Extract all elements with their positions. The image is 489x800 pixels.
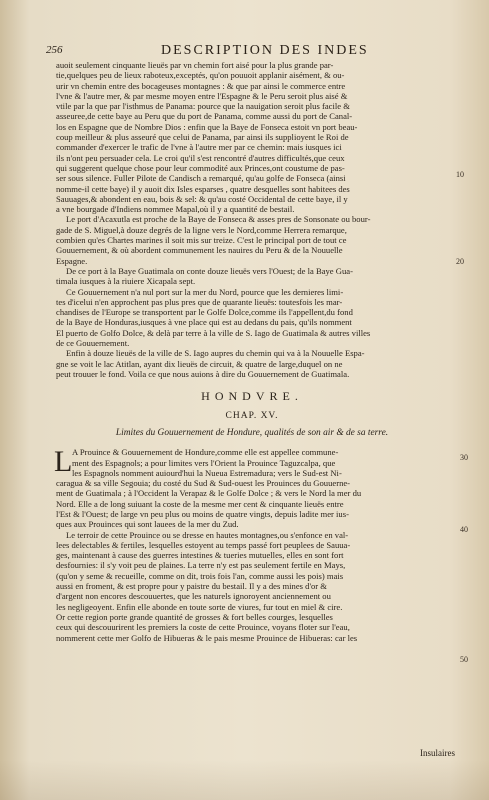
- text-line: les Espagnols nomment auiourd'hui la Nueua Estremadura; vers le Sud-est Ni-: [72, 467, 342, 478]
- text-line: gne se voit le lac Atitlan, ayant dix lieuës de circuit, & quatre de large,duquel on ne: [56, 358, 343, 369]
- text-line: Ce Gouuernement n'a nul port sur la mer du Nord, pource que les dernieres limi-: [66, 286, 344, 297]
- text-line: nomme-il cette baye) il y auoit dix Isles esparses , quatre desquelles sont habitees des: [56, 183, 350, 194]
- text-line: (qu'on y seme & recueille, comme on dit, trois fois l'an, comme aussi les pois) mais: [56, 570, 344, 581]
- text-line: commander d'exercer le trafic de l'vne à l'autre mer par ce chemin: mais iusques ici: [56, 142, 342, 153]
- margin-line-number: 30: [460, 453, 468, 462]
- running-title: DESCRIPTION DES INDES: [161, 43, 369, 58]
- drop-cap: L: [54, 445, 73, 479]
- text-line: los en Espagne que de Nombre Dios : enfin que la Baye de Fonseca estoit vn port beau-: [56, 121, 358, 132]
- text-line: auoit seulement cinquante lieuës par vn chemin fort aisé pour la plus grande par-: [56, 60, 334, 70]
- text-line: vtile par la que par l'isthmus de Panama: pource que la nauigation seroit plus facile &: [56, 101, 350, 112]
- paragraph-5: [56, 348, 448, 379]
- text-line: combien qu'es Chartes marines il soit mis sur treize. C'est le principal port de tout ce: [56, 235, 347, 246]
- text-line: les negligeoyent. Enfin elle abonde en toute sorte de viures, fur tout en miel & cire.: [56, 601, 343, 612]
- text-line: peut trouuer le fond. Voila ce que nous auions à dire du Gouuernement de Guatimala.: [56, 368, 350, 379]
- page-number: 256: [46, 44, 63, 56]
- text-line: caragua & sa ville Segouia; du costé du Sud & Sud-ouest les Prouinces du Gouuerne-: [56, 478, 351, 489]
- margin-line-number: 20: [456, 257, 464, 266]
- text-line: Gouuernement, & où abordent communement les nauires du Peru & de la Nouuelle: [56, 245, 343, 256]
- chapter-number: CHAP. XV.: [225, 411, 279, 422]
- body-text: [56, 60, 448, 643]
- text-line: d'argent non encores descouuertes, que les naturels ignoroyent anciennement ou: [56, 591, 331, 602]
- text-line: El puerto de Golfo Dolce, & delà par terre à la ville de S. Iago de Guatimala & autres villes: [56, 327, 371, 338]
- text-line: tie,quelques peu de lieux raboteux,exceptés, qu'on pouuoit applanir aisément, & ou-: [56, 70, 345, 81]
- text-line: de la Baye de Honduras,iusques à vne place qui est au dedans du pais, qu'ils nomment: [56, 317, 352, 328]
- text-line: Le terroir de cette Prouince ou se dresse en hautes montagnes,ou s'enfonce en val-: [66, 529, 349, 540]
- text-line: ils n'ont peu persuader cela. Le croi qu'il s'est rencontré d'autres difficultés,que ceux: [56, 152, 345, 163]
- text-line: nommerent cette mer Golfo de Hibueras & le pais mesme Prouince de Hibueras: car les: [56, 632, 358, 643]
- text-line: gade de S. Miguel,à douze degrés de la ligne vers le Nord,comme Herrera remarque,: [56, 224, 347, 235]
- text-line: timala iusques à la riuiere Xicapala sept.: [56, 276, 196, 287]
- paragraph-1: [56, 60, 448, 214]
- chapter-title: HONDVRE.: [201, 389, 303, 404]
- catchword: Insulaires: [420, 748, 455, 758]
- text-line: Sauuages,& abondent en eau, bois & sel: & qu'au costé Occidental de cette baye, il y: [56, 193, 348, 204]
- paragraph-6: [56, 447, 448, 529]
- margin-line-number: 50: [460, 655, 468, 664]
- paragraph-7: [56, 530, 448, 643]
- text-line: ges, maintenant à cause des guerres intestines & tueries mutuelles, elles en sont fort: [56, 550, 344, 561]
- text-line: chandises de l'Europe se transportent par le Golfe Dolce,comme ils l'appellent,du fond: [56, 307, 353, 318]
- text-line: Or cette region porte grande quantité de grosses & fort belles courges, lesquelles: [56, 611, 333, 622]
- text-line: coup meilleur & plus asseuré que celui de Panama, par ainsi ils supplioyent le Roi de: [56, 132, 349, 143]
- text-line: Nord. Elle a de long suiuant la coste de la mesme mer cent & cinquante lieuës entre: [56, 498, 344, 509]
- text-line: ment des Espagnols; a pour limites vers l'Orient la Prouince Taguzcalpa, que: [72, 457, 336, 468]
- text-line: Enfin à douze lieuës de la ville de S. Iago aupres du chemin qui va à la Nouuelle Espa-: [66, 348, 365, 359]
- paragraph-2: [56, 214, 448, 265]
- text-line: asseuree,de cette baye au Peru que du port de Panama, comme aussi du port de Canal-: [56, 111, 353, 122]
- text-line: a vne bourgade d'Indiens nommee Mapal,où il y a quantité de bestail.: [56, 204, 295, 215]
- text-line: l'vne & l'autre mer, & par mesme moyen entre l'Espagne & le Peru seroit plus aisé &: [56, 90, 348, 101]
- margin-line-number: 10: [456, 170, 464, 179]
- chapter-subtitle: Limites du Gouuernement de Hondure, qualités de son air & de sa terre.: [115, 428, 389, 439]
- text-line: Le port d'Acaxutla est proche de la Baye de Fonseca & asses pres de Sonsonate ou bour-: [66, 214, 371, 225]
- text-line: ceux qui descouurirent les premiers la coste de cette Prouince, voyans floter sur l'eau,: [56, 622, 350, 633]
- text-line: A Prouince & Gouuernement de Hondure,comme elle est appellee commune-: [72, 447, 339, 458]
- text-line: ment de Guatimala ; à l'Occident la Verapaz & le Golfe Dolce ; & vers le Nord la mer du: [56, 488, 362, 499]
- text-line: lees delectables & fertiles, lesquelles estoyent au temps passé fort peuplees de Sauua-: [56, 539, 351, 550]
- paragraph-4: [56, 287, 448, 349]
- text-line: urir vn chemin entre des bocageuses montagnes : & que par ainsi le commerce entre: [56, 80, 346, 91]
- text-line: Espagne.: [56, 255, 88, 266]
- text-line: tes d'icelui n'en approchent pas plus pres que de quarante lieuës: toutesfois les mar-: [56, 296, 343, 307]
- text-line: de ce Gouuernement.: [56, 338, 130, 349]
- text-line: aussi en froment, & est propre pour y paistre du bestail. Il y a des mines d'or &: [56, 581, 327, 592]
- text-line: De ce port à la Baye Guatimala on conte douze lieuës vers l'Ouest; de la Baye Gua-: [66, 265, 353, 276]
- text-line: l'Est & l'Ouest; de large vn peu plus ou moins de quatre vingts, depuis ladite mer ius-: [56, 508, 349, 519]
- page-shading: [0, 760, 489, 800]
- margin-line-number: 40: [460, 525, 468, 534]
- text-line: ques aux Prouinces qui sont lauees de la mer du Zud.: [56, 519, 239, 530]
- text-line: desfournies: il s'y voit peu de plaines. La terre n'y est pas seulement fertile en Mays,: [56, 560, 346, 571]
- text-line: ser sous silence. Fuller Pilote de Candisch a remarqué, qu'au golfe de Fonseca (ainsi: [56, 173, 346, 184]
- paragraph-3: [56, 266, 448, 287]
- text-line: qui suggerent quelque chose pour leur commodité aux Princes,ont coustume de pas-: [56, 162, 345, 173]
